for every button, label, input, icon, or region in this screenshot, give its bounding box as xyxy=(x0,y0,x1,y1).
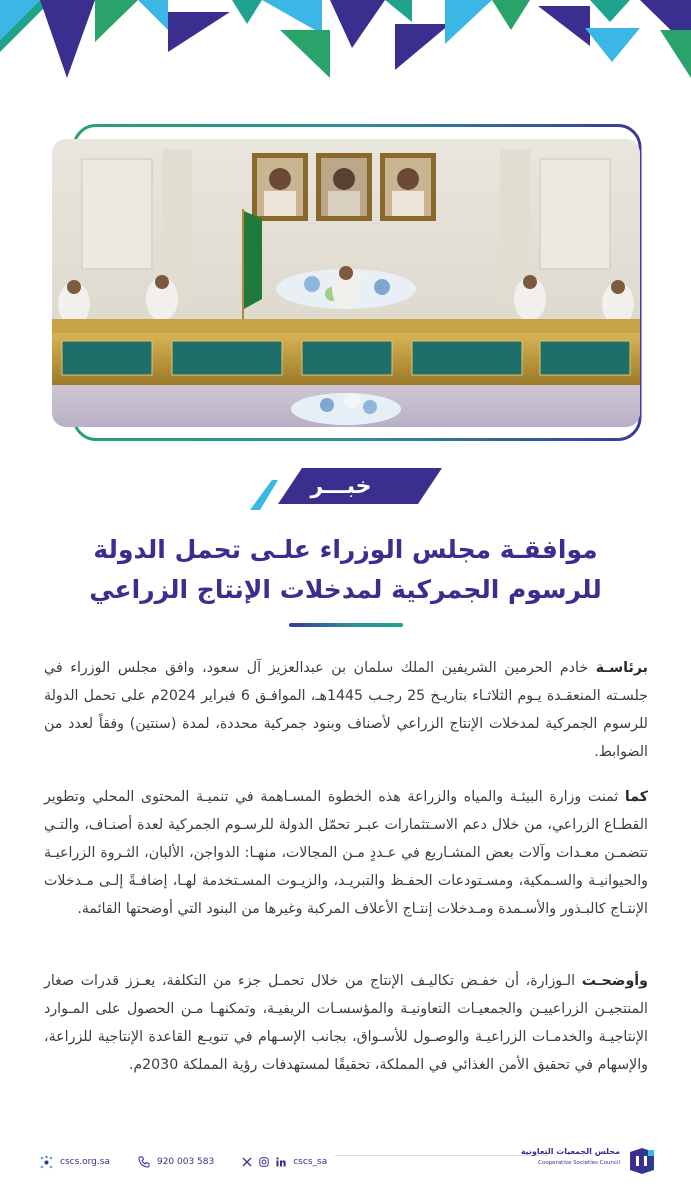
council-logo-mark xyxy=(626,1146,656,1176)
logo-english-name: Cooperative Societies Council xyxy=(538,1160,620,1166)
phone-number[interactable]: 920 003 583 xyxy=(156,1157,215,1167)
article-paragraph-1 xyxy=(44,654,648,766)
paragraph-3-lead: وأوضحـت xyxy=(581,973,648,989)
top-geometric-pattern xyxy=(0,0,691,80)
photo-frame xyxy=(52,124,642,442)
linkedin-icon[interactable] xyxy=(276,1157,286,1167)
council-logo xyxy=(520,1145,658,1177)
website-link[interactable]: cscs.org.sa xyxy=(60,1157,110,1167)
x-icon[interactable] xyxy=(242,1157,252,1167)
website-icon xyxy=(40,1156,53,1169)
instagram-icon[interactable] xyxy=(259,1157,269,1167)
paragraph-2-lead: كما xyxy=(624,789,648,805)
phone-icon xyxy=(138,1156,150,1168)
headline-line-1: موافقـة مجلس الوزراء علـى تحمل الدولة xyxy=(93,535,598,564)
article-paragraph-2 xyxy=(44,783,648,923)
paragraph-1-text: خادم الحرمين الشريفين الملك سلمان بن عبدالعزيز آل سعود، وافق مجلس الوزراء في جلسـته المنعقـدة يـوم الثلاثـاء بتاريـخ 25 رجـب 1445هـ، الموافـق 6 فبراير 2024م على تحمل الدولة للرسوم الجمركية لمدخلات الإنتاج الزراعي لأصناف وبنود جمركية محددة، لمدة (سنتين) وفقاً لعدد من الضوابط. xyxy=(44,660,648,760)
cabinet-meeting-photo xyxy=(52,139,640,427)
article-headline xyxy=(30,530,661,610)
headline-divider xyxy=(289,623,403,627)
headline-line-2: للرسوم الجمركية لمدخلات الإنتاج الزراعي xyxy=(89,575,602,604)
social-handle[interactable]: cscs_sa xyxy=(293,1157,328,1167)
paragraph-3-text: الـوزارة، أن خفـض تكاليـف الإنتاج من خلال تحمـل جزء من التكلفة، يعـزز قدرات صغار المنتجيـن الزراعييـن والجمعيـات التعاونيـة والمؤسسـات الريفيـة، وتمكنهـا مـن الحصول على المـوارد الإنتاجيـة والخدمـات الزراعيـة والوصـول للأسـواق، بجانب الإسـهام في تنويـع القاعدة الإنتاجية للزراعة، والإسهام في تحقيق الأمن الغذائي في المملكة، تحقيقًا لمستهدفات رؤية المملكة 2030م. xyxy=(44,973,648,1073)
badge-label: خبـــر xyxy=(310,473,372,499)
footer-contacts xyxy=(40,1151,335,1173)
article-paragraph-3 xyxy=(44,967,648,1079)
paragraph-1-lead: برئاسـة xyxy=(595,660,648,676)
paragraph-2-text: ثمنت وزارة البيئـة والمياه والزراعة هذه الخطوة المسـاهمة في تنميـة المحتوى المحلي وتطوير القطـاع الزراعي، من خلال دعم الاسـتثمارات عبـر تحمّل الدولة للرسـوم الجمركية لعدة أصنـاف، والتـي تتضمـن معـدات وآلات بعض المشـاريع في عـددٍ مـن المجالات، منهـا: الدواجن، الألبان، الثـروة الزراعيـة والحيوانيـة والسـمكية، ومسـتودعات الحفـظ والتبريـد، والزيـوت المسـتخدمة لهـا، إضافـةً إلـى مـدخلات الإنتـاج كالبـذور والأسـمدة ومـدخلات إنتـاج الأعلاف المركبة وغيرها من البنود التي أوضحتها القائمة. xyxy=(44,789,648,917)
news-badge xyxy=(250,468,442,510)
logo-arabic-name: مجلس الجمعيات التعاونية xyxy=(520,1147,620,1156)
